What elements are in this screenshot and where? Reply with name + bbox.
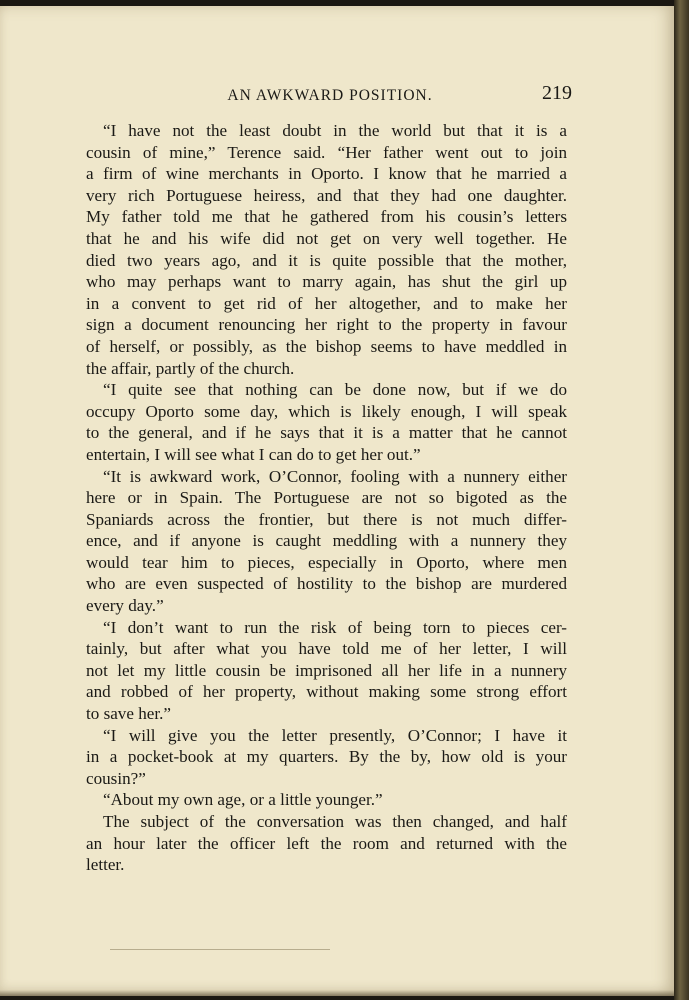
text-line: of herself, or possibly, as the bishop seems to have meddled in	[86, 336, 567, 356]
text-line: to the general, and if he says that it is a matter that he cannot	[86, 423, 567, 443]
text-line: the affair, partly of the church.	[86, 358, 295, 378]
text-line: here or in Spain. The Portuguese are not so bigoted as the	[86, 488, 567, 508]
page-number: 219	[542, 82, 572, 104]
text-line: died two years ago, and it is quite possible that the mother,	[86, 250, 567, 270]
text-line: cousin of mine,” Terence said. “Her father went out to join	[86, 142, 567, 162]
body-text	[86, 120, 567, 876]
text-line: “About my own age, or a little younger.”	[103, 790, 383, 810]
text-line: “It is awkward work, O’Connor, fooling with a nunnery either	[103, 466, 567, 486]
text-line: a firm of wine merchants in Oporto. I know that he married a	[86, 164, 567, 184]
bottom-rule	[110, 949, 330, 950]
text-line: My father told me that he gathered from his cousin’s letters	[86, 207, 567, 227]
text-line: every day.”	[86, 596, 164, 616]
text-line: letter.	[86, 855, 125, 875]
text-line: to save her.”	[86, 704, 171, 724]
text-line: in a convent to get rid of her altogether, and to make her	[86, 293, 567, 313]
running-header	[88, 82, 572, 108]
text-line: would tear him to pieces, especially in Oporto, where men	[86, 552, 567, 572]
text-line: “I quite see that nothing can be done now, but if we do	[103, 380, 567, 400]
page-bottom-edge	[0, 990, 674, 996]
text-line: who are even suspected of hostility to the bishop are murdered	[86, 574, 567, 594]
text-line: occupy Oporto some day, which is likely enough, I will speak	[86, 401, 567, 421]
text-line: not let my little cousin be imprisoned all her life in a nunnery	[86, 660, 567, 680]
running-title: AN AWKWARD POSITION.	[227, 87, 433, 104]
text-line: entertain, I will see what I can do to get her out.”	[86, 444, 421, 464]
text-line: in a pocket-book at my quarters. By the by, how old is your	[86, 747, 567, 767]
text-line: Spaniards across the frontier, but there is not much differ-	[86, 509, 567, 529]
text-line: and robbed of her property, without making some strong effort	[86, 682, 567, 702]
text-line: sign a document renouncing her right to the property in favour	[86, 315, 567, 335]
text-line: an hour later the officer left the room and returned with the	[86, 833, 567, 853]
text-line: who may perhaps want to marry again, has shut the girl up	[86, 272, 567, 292]
text-line: “I have not the least doubt in the world but that it is a	[103, 121, 567, 140]
text-line: tainly, but after what you have told me of her letter, I will	[86, 639, 567, 659]
text-line: cousin?”	[86, 768, 146, 788]
text-line: “I will give you the letter presently, O’Connor; I have it	[103, 725, 567, 745]
text-line: ence, and if anyone is caught meddling with a nunnery they	[86, 531, 567, 551]
book-spine-edge	[674, 0, 689, 1000]
text-line: “I don’t want to run the risk of being torn to pieces cer-	[103, 617, 567, 637]
text-line: that he and his wife did not get on very well together. He	[86, 228, 567, 248]
text-line: The subject of the conversation was then changed, and half	[103, 812, 567, 831]
text-line: very rich Portuguese heiress, and that they had one daughter.	[86, 185, 567, 205]
book-page	[0, 6, 674, 996]
